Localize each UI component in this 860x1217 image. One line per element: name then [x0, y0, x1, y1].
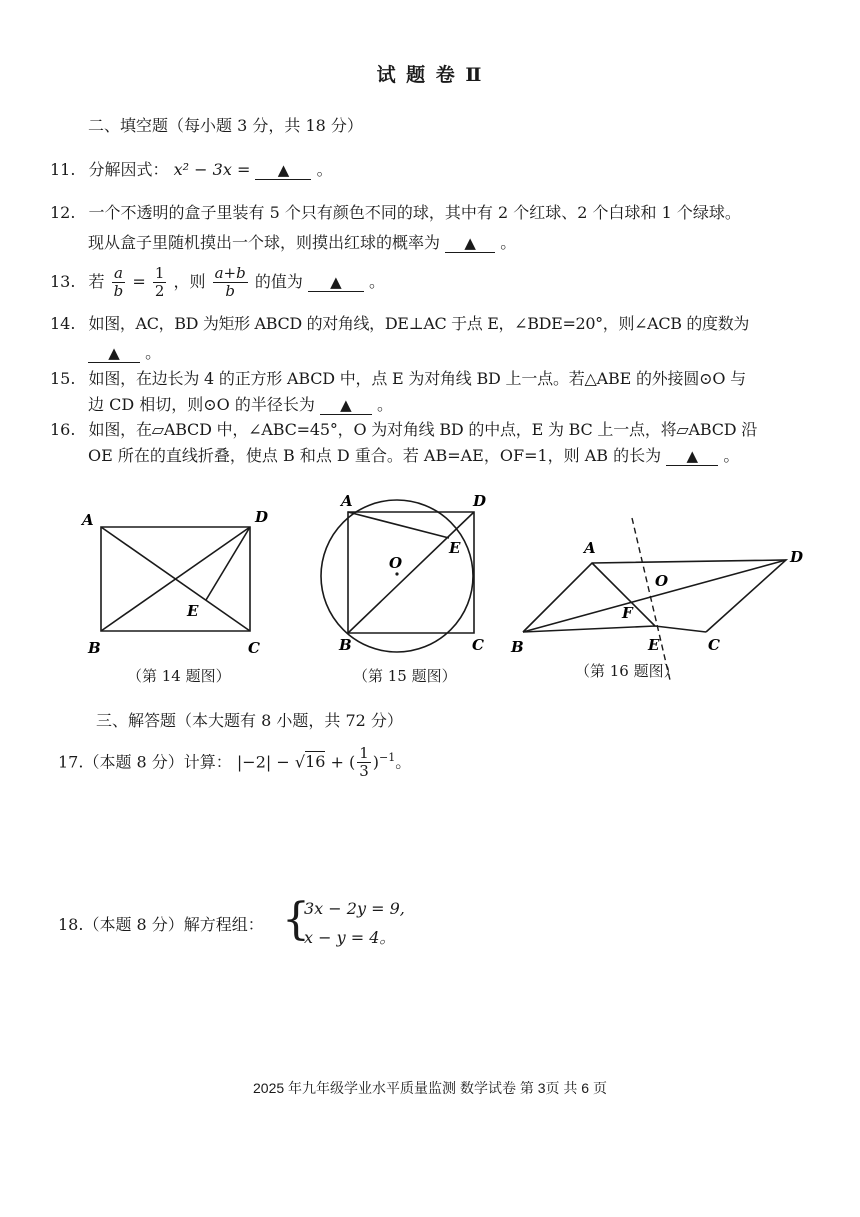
question-number: 15. — [50, 369, 76, 388]
point-label-e: E — [187, 602, 199, 620]
question-text: 分解因式： — [88, 160, 169, 179]
page-title: 试 题 卷 Ⅱ — [376, 64, 484, 86]
question-text-line1: 一个不透明的盒子里装有 5 个只有颜色不同的球，其中有 2 个红球、2 个白球和 1 个绿球。 — [88, 203, 741, 222]
section-heading-answers: 三、解答题（本大题有 8 小题，共 72 分） — [96, 711, 403, 730]
circle-o — [321, 500, 473, 652]
point-label-c: C — [472, 636, 484, 654]
answer-blank: ▲ — [445, 234, 495, 253]
figure-14-caption: （第 14 题图） — [127, 667, 231, 685]
question-number: 17. — [58, 752, 84, 772]
question-text-line1: 如图，在▱ABCD 中，∠ABC=45°，O 为对角线 BD 的中点，E 为 BC 上一点，将▱ABCD 沿 — [88, 420, 758, 439]
point-label-e: E — [449, 539, 461, 557]
point-label-d: D — [790, 548, 804, 566]
punctuation: 。 — [500, 233, 517, 252]
sqrt-argument: 16 — [305, 752, 326, 772]
question-number: 12. — [50, 203, 76, 222]
section-heading-fill-in: 二、填空题（每小题 3 分，共 18 分） — [88, 116, 363, 135]
point-label-a: A — [584, 539, 596, 557]
math-plus-paren: + ( — [330, 752, 356, 772]
punctuation: 。 — [377, 395, 394, 414]
math-expression: x² − 3x = — [173, 160, 251, 179]
equation-1: 3x − 2y = 9, — [304, 899, 405, 918]
side-bc — [523, 626, 706, 632]
point-label-b: B — [88, 639, 101, 657]
question-number: 18. — [58, 915, 84, 934]
point-label-f: F — [622, 604, 633, 622]
question-text-line1: 如图，AC，BD 为矩形 ABCD 的对角线，DE⊥AC 于点 E，∠BDE=20°，则∠ACB 的度数为 — [88, 314, 750, 333]
question-text-line2: 边 CD 相切，则⊙O 的半径长为 — [88, 395, 315, 414]
question-text-line2: OE 所在的直线折叠，使点 B 和点 D 重合。若 AB=AE，OF=1，则 AB 的长为 — [88, 446, 662, 465]
punctuation: 。 — [369, 272, 386, 291]
punctuation: 。 — [723, 446, 740, 465]
equals-sign: = — [132, 272, 146, 291]
answer-blank: ▲ — [320, 396, 372, 415]
point-label-o: O — [655, 572, 669, 590]
point-label-b: B — [339, 636, 352, 654]
answer-blank: ▲ — [255, 161, 311, 180]
question-number: 14. — [50, 314, 76, 333]
point-label-b: B — [511, 638, 524, 656]
question-number: 11. — [50, 160, 76, 179]
system-brace: { — [282, 894, 310, 945]
math-abs-part: |−2| − — [236, 752, 295, 772]
figure-15-caption: （第 15 题图） — [353, 667, 457, 685]
punctuation: 。 — [395, 752, 412, 772]
question-text-line2: 现从盒子里随机摸出一个球，则摸出红球的概率为 — [88, 233, 441, 252]
point-label-c: C — [708, 636, 720, 654]
point-label-c: C — [248, 639, 260, 657]
question-text: ，则 — [173, 272, 206, 291]
question-text: 的值为 — [254, 272, 303, 291]
fold-line-oe — [632, 518, 670, 680]
answer-blank: ▲ — [308, 273, 364, 292]
punctuation: 。 — [145, 343, 162, 362]
question-text: （本题 8 分）计算： — [83, 752, 232, 772]
figure-16-caption: （第 16 题图） — [575, 662, 679, 680]
question-text-line1: 如图，在边长为 4 的正方形 ABCD 中，点 E 为对角线 BD 上一点。若△ABE 的外接圆⊙O 与 — [88, 369, 746, 388]
point-label-d: D — [473, 492, 487, 510]
segment-de — [206, 527, 250, 600]
point-label-o: O — [389, 554, 403, 572]
question-17 — [58, 740, 411, 780]
equation-2: x − y = 4。 — [304, 928, 396, 947]
point-label-a: A — [82, 511, 94, 529]
point-label-a: A — [341, 492, 353, 510]
diagonal-bd — [348, 512, 474, 633]
fraction-a-plus-b-over-b: $\frac{a+b}{b}$ — [214, 264, 246, 300]
fraction-a-over-b: $\frac{a}{b}$ — [113, 264, 124, 300]
question-number: 13. — [50, 272, 76, 291]
punctuation: 。 — [316, 160, 333, 179]
point-label-e: E — [648, 636, 660, 654]
question-text: （本题 8 分）解方程组： — [83, 915, 264, 934]
exponent: −1 — [379, 751, 396, 764]
figure-15-square-circle-diagram — [321, 500, 474, 652]
segment-ae — [348, 512, 449, 538]
answer-blank: ▲ — [88, 344, 140, 363]
sqrt-symbol: √16 — [294, 752, 326, 772]
question-18 — [58, 915, 264, 935]
point-label-d: D — [255, 508, 269, 526]
center-point-o — [395, 572, 398, 575]
fraction-one-third: $\frac{1}{3}$ — [359, 744, 369, 781]
math-close-paren: ) — [372, 752, 380, 772]
figure-16-parallelogram-diagram — [523, 560, 786, 632]
question-number: 16. — [50, 420, 76, 439]
page-footer: 2025 年九年级学业水平质量监测 数学试卷 第 3页 共 6 页 — [253, 1080, 607, 1096]
fraction-one-half: $\frac{1}{2}$ — [154, 264, 165, 300]
answer-blank: ▲ — [666, 447, 718, 466]
question-text: 若 — [88, 272, 105, 291]
